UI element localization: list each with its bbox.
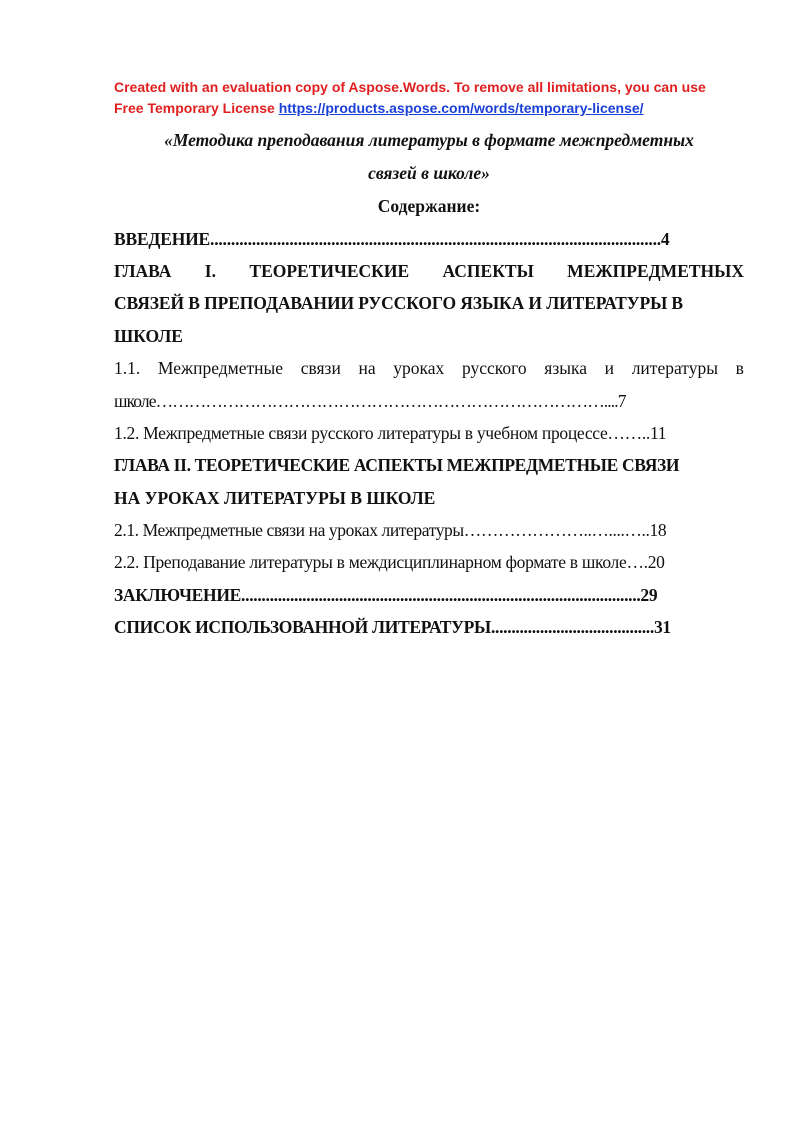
toc-chapter1-line2: СВЯЗЕЙ В ПРЕПОДАВАНИИ РУССКОГО ЯЗЫКА И ЛИТЕРАТУРЫ В — [114, 293, 683, 313]
toc-word: 1.1. — [114, 358, 141, 378]
toc-intro: ВВЕДЕНИЕ............................................................................................................4 — [114, 229, 670, 249]
toc-section-1-1-line1 — [114, 357, 744, 379]
toc-section-1-1-line2: школе………………………………………………………………………....7 — [114, 391, 626, 411]
toc-word: литературы — [631, 358, 718, 378]
toc-word: в — [735, 358, 744, 378]
toc-chapter1-line3: ШКОЛЕ — [114, 326, 183, 346]
toc-word: связи — [300, 358, 341, 378]
toc-word: уроках — [393, 358, 445, 378]
toc-word: на — [358, 358, 376, 378]
document-title-line1: «Методика преподавания литературы в формате межпредметных — [164, 130, 694, 150]
toc-section-2-2: 2.2. Преподавание литературы в междисциплинарном формате в школе….20 — [114, 552, 665, 572]
evaluation-notice — [114, 77, 754, 119]
toc-word: языка — [544, 358, 588, 378]
document-title-line2: связей в школе» — [368, 163, 490, 183]
toc-word: ТЕОРЕТИЧЕСКИЕ — [249, 261, 410, 281]
temporary-license-link[interactable]: https://products.aspose.com/words/temporary-license/ — [278, 100, 644, 116]
toc-word: и — [604, 358, 615, 378]
toc-chapter1-line1 — [114, 260, 744, 282]
toc-chapter2-line2: НА УРОКАХ ЛИТЕРАТУРЫ В ШКОЛЕ — [114, 488, 436, 508]
toc-word: русского — [461, 358, 527, 378]
evaluation-notice-line2 — [114, 98, 754, 119]
toc-references: СПИСОК ИСПОЛЬЗОВАННОЙ ЛИТЕРАТУРЫ........................................31 — [114, 617, 671, 637]
toc-word: I. — [204, 261, 216, 281]
evaluation-notice-line1: Created with an evaluation copy of Aspose.Words. To remove all limitations, you can use — [114, 79, 706, 95]
toc-conclusion: ЗАКЛЮЧЕНИЕ..................................................................................................29 — [114, 585, 658, 605]
toc-word: АСПЕКТЫ — [442, 261, 534, 281]
toc-section-2-1: 2.1. Межпредметные связи на уроках литературы…………………..…....…..18 — [114, 520, 667, 540]
toc-word: Межпредметные — [157, 358, 284, 378]
contents-heading: Содержание: — [377, 196, 481, 216]
toc-section-1-2: 1.2. Межпредметные связи русского литературы в учебном процессе……..11 — [114, 423, 667, 443]
toc-word: ГЛАВА — [114, 261, 172, 281]
toc-chapter2-line1: ГЛАВА II. ТЕОРЕТИЧЕСКИЕ АСПЕКТЫ МЕЖПРЕДМЕТНЫЕ СВЯЗИ — [114, 455, 680, 475]
toc-word: МЕЖПРЕДМЕТНЫХ — [567, 261, 744, 281]
evaluation-notice-prefix: Free Temporary License — [114, 100, 279, 116]
